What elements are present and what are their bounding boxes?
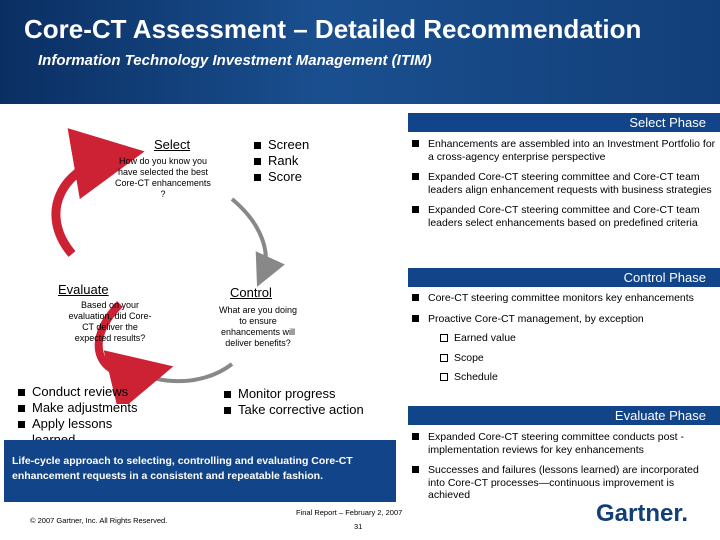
checkbox-icon: [440, 354, 448, 362]
evaluate-question: Based on your evaluation, did Core-CT deliver the expected results?: [68, 300, 152, 343]
copyright-text: © 2007 Gartner, Inc. All Rights Reserved.: [30, 516, 168, 525]
bullet-icon: [412, 173, 419, 180]
evaluate-phase-list: [410, 431, 716, 502]
list-item: Earned value: [410, 332, 716, 345]
bullet-icon: [412, 294, 419, 301]
control-actions-list: [224, 386, 394, 418]
select-question: How do you know you have selected the best Core-CT enhancements ?: [115, 156, 211, 199]
arrow-evaluate-to-select: [56, 156, 118, 254]
report-date: Final Report – February 2, 2007: [296, 508, 403, 517]
list-item: Screen: [254, 137, 364, 153]
list-item: Rank: [254, 153, 364, 169]
summary-callout: Life-cycle approach to selecting, controlling and evaluating Core-CT enhancement requests in a consistent and repeatable fashion.: [4, 440, 396, 502]
control-phase-list: [410, 292, 716, 384]
bullet-icon: [412, 206, 419, 213]
bullet-icon: [18, 405, 25, 412]
list-item: Conduct reviews: [18, 384, 148, 400]
page-number: 31: [354, 522, 363, 531]
list-item: Expanded Core-CT steering committee and Core-CT team leaders select enhancements based on predefined criteria: [410, 204, 716, 229]
list-item: Apply lessons: [18, 416, 148, 448]
list-item: Core-CT steering committee monitors key enhancements: [410, 292, 716, 305]
bullet-icon: [412, 466, 419, 473]
bullet-icon: [412, 315, 419, 322]
list-item: Score: [254, 169, 364, 185]
select-label: Select: [154, 137, 191, 152]
select-phase-header: Select Phase: [408, 113, 720, 132]
bullet-icon: [18, 389, 25, 396]
list-item: Take corrective action: [224, 402, 394, 418]
control-label: Control: [230, 285, 272, 300]
gartner-logo: Gartner.: [596, 500, 689, 527]
select-phase-list: [410, 138, 716, 229]
list-item: Enhancements are assembled into an Investment Portfolio for a cross-agency enterprise perspective: [410, 138, 716, 163]
bullet-icon: [254, 158, 261, 165]
control-phase-header: Control Phase: [408, 268, 720, 287]
list-item: Expanded Core-CT steering committee and Core-CT team leaders align enhancement requests with business strategies: [410, 171, 716, 196]
evaluate-phase-header: Evaluate Phase: [408, 406, 720, 425]
bullet-icon: [254, 174, 261, 181]
checkbox-icon: [440, 373, 448, 381]
page-subtitle: Information Technology Investment Management (ITIM): [38, 52, 432, 69]
bullet-icon: [412, 433, 419, 440]
arrow-select-to-control: [232, 199, 266, 276]
list-item: Make adjustments: [18, 400, 148, 416]
bullet-icon: [254, 142, 261, 149]
list-item: Proactive Core-CT management, by exception: [410, 313, 716, 326]
bullet-icon: [18, 421, 25, 428]
evaluate-label: Evaluate: [58, 282, 109, 297]
list-item: Monitor progress: [224, 386, 394, 402]
list-item: Successes and failures (lessons learned) are incorporated into Core-CT processes—continuous improvement is achieved: [410, 464, 716, 502]
checkbox-icon: [440, 334, 448, 342]
bullet-icon: [412, 140, 419, 147]
bullet-icon: [224, 391, 231, 398]
control-question: What are you doing to ensure enhancements will deliver benefits?: [218, 305, 298, 348]
header-banner: [0, 0, 720, 104]
list-item: Scope: [410, 352, 716, 365]
page-title: Core-CT Assessment – Detailed Recommendation: [24, 14, 642, 44]
bullet-icon: [224, 407, 231, 414]
evaluate-actions-list: [18, 384, 148, 448]
list-item: Expanded Core-CT steering committee conducts post -implementation reviews for key enhancements: [410, 431, 716, 456]
select-criteria-list: [254, 137, 364, 185]
list-item: Schedule: [410, 371, 716, 384]
